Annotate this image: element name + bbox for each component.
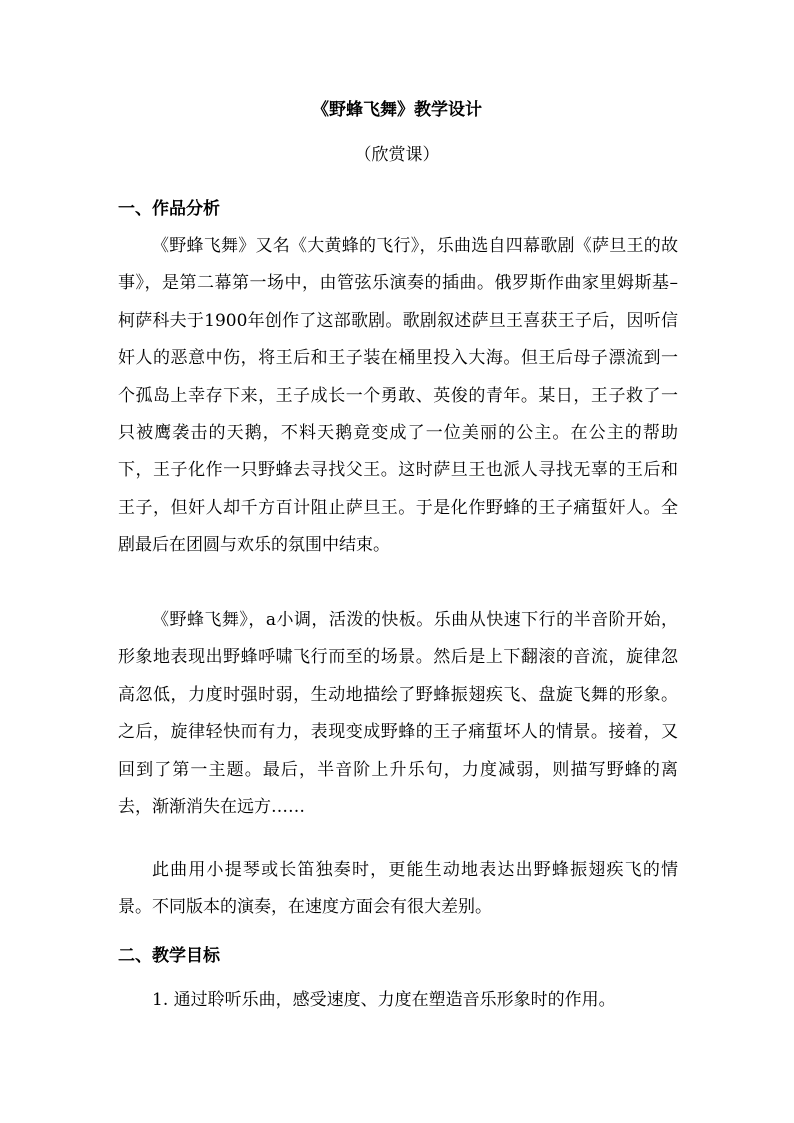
document-subtitle: （欣赏课） [354, 145, 440, 165]
paragraph-analysis-3: 此曲用小提琴或长笛独奏时，更能生动地表达出野蜂振翅疾飞的情景。不同版本的演奏，在速度方面会有很大差别。 [118, 860, 678, 918]
section-heading-analysis: 一、作品分析 [118, 199, 220, 219]
paragraph-analysis-2: 《野蜂飞舞》，a小调，活泼的快板。乐曲从快速下行的半音阶开始，形象地表现出野蜂呼啸飞行而至的场景。然后是上下翻滚的音流，旋律忽高忽低，力度时强时弱，生动地描绘了野蜂振翅疾飞、盘旋飞舞的形象。之后，旋律轻快而有力，表现变成野蜂的王子痛蜇坏人的情景。接着，又回到了第一主题。最后，半音阶上升乐句，力度减弱，则描写野蜂的离去，渐渐消失在远方…… [118, 610, 678, 818]
paragraph-analysis-1: 《野蜂飞舞》又名《大黄蜂的飞行》，乐曲选自四幕歌剧《萨旦王的故事》，是第二幕第一场中，由管弦乐演奏的插曲。俄罗斯作曲家里姆斯基–柯萨科夫于1900年创作了这部歌剧。歌剧叙述萨旦王喜获王子后，因听信奸人的恶意中伤，将王后和王子装在桶里投入大海。但王后母子漂流到一个孤岛上幸存下来，王子成长一个勇敢、英俊的青年。某日，王子救了一只被鹰袭击的天鹅，不料天鹅竟变成了一位美丽的公主。在公主的帮助下，王子化作一只野蜂去寻找父王。这时萨旦王也派人寻找无辜的王后和王子，但奸人却千方百计阻止萨旦王。于是化作野蜂的王子痛蜇奸人。全剧最后在团圆与欢乐的氛围中结束。 [118, 236, 678, 556]
objective-item-1: 1. 通过聆听乐曲，感受速度、力度在塑造音乐形象时的作用。 [152, 990, 616, 1010]
document-title: 《野蜂飞舞》教学设计 [312, 100, 482, 120]
section-heading-objectives: 二、教学目标 [118, 946, 220, 966]
